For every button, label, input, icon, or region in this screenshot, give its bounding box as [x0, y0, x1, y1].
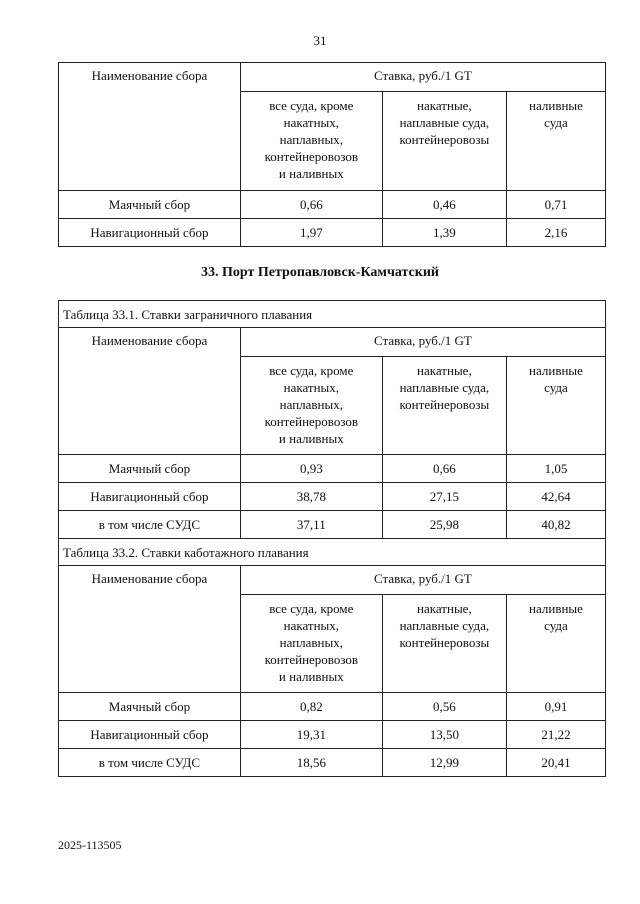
rate-cell: 1,05 — [506, 455, 605, 483]
rate-cell: 21,22 — [506, 721, 605, 749]
table-row — [59, 483, 606, 511]
subheader-general-ships: все суда, кроме накатных, наплавных, контейнеровозов и наливных — [240, 595, 382, 693]
rate-cell: 0,91 — [506, 693, 605, 721]
rate-cell: 19,31 — [240, 721, 382, 749]
subheader-roro-ships: накатные, наплавные суда, контейнеровозы — [382, 92, 506, 191]
table-caption-coastal: Таблица 33.2. Ставки каботажного плавания — [59, 539, 606, 566]
rate-cell: 12,99 — [382, 749, 506, 777]
rate-cell: 20,41 — [506, 749, 605, 777]
subheader-tanker-ships: наливные суда — [506, 92, 605, 191]
column-header-fee-name: Наименование сбора — [59, 328, 241, 455]
rate-cell: 2,16 — [506, 219, 605, 247]
table-row — [59, 721, 606, 749]
table-row — [59, 219, 606, 247]
table-row — [59, 455, 606, 483]
rate-cell: 27,15 — [382, 483, 506, 511]
subheader-tanker-ships: наливные суда — [506, 595, 605, 693]
rate-cell: 18,56 — [240, 749, 382, 777]
section-title: 33. Порт Петропавловск-Камчатский — [201, 265, 439, 280]
rate-cell: 0,46 — [382, 191, 506, 219]
document-code: 2025-113505 — [58, 838, 122, 852]
rates-table-33 — [58, 300, 606, 777]
rate-cell: 0,66 — [382, 455, 506, 483]
fee-name-cell: Маячный сбор — [59, 191, 241, 219]
column-header-fee-name: Наименование сбора — [59, 566, 241, 693]
fee-name-cell: Маячный сбор — [59, 455, 241, 483]
subheader-tanker-ships: наливные суда — [506, 357, 605, 455]
table-caption-foreign: Таблица 33.1. Ставки заграничного плавания — [59, 301, 606, 328]
rate-cell: 0,82 — [240, 693, 382, 721]
rate-cell: 1,39 — [382, 219, 506, 247]
column-header-rate: Ставка, руб./1 GT — [240, 328, 605, 357]
fee-name-cell: Маячный сбор — [59, 693, 241, 721]
rate-cell: 40,82 — [506, 511, 605, 539]
fee-name-cell: в том числе СУДС — [59, 511, 241, 539]
subheader-general-ships: все суда, кроме накатных, наплавных, контейнеровозов и наливных — [240, 357, 382, 455]
page-number: 31 — [313, 33, 327, 48]
rate-cell: 38,78 — [240, 483, 382, 511]
table-row — [59, 749, 606, 777]
rate-cell: 0,66 — [240, 191, 382, 219]
fee-name-cell: Навигационный сбор — [59, 721, 241, 749]
column-header-rate: Ставка, руб./1 GT — [240, 63, 605, 92]
rate-cell: 42,64 — [506, 483, 605, 511]
fee-name-cell: Навигационный сбор — [59, 219, 241, 247]
subheader-general-ships: все суда, кроме накатных, наплавных, контейнеровозов и наливных — [240, 92, 382, 191]
rate-cell: 13,50 — [382, 721, 506, 749]
subheader-roro-ships: накатные, наплавные суда, контейнеровозы — [382, 357, 506, 455]
rates-table-continued — [58, 62, 606, 247]
fee-name-cell: в том числе СУДС — [59, 749, 241, 777]
column-header-rate: Ставка, руб./1 GT — [240, 566, 605, 595]
table-row — [59, 693, 606, 721]
rate-cell: 0,93 — [240, 455, 382, 483]
rate-cell: 0,71 — [506, 191, 605, 219]
table-row — [59, 511, 606, 539]
table-row — [59, 191, 606, 219]
rate-cell: 0,56 — [382, 693, 506, 721]
column-header-fee-name: Наименование сбора — [59, 63, 241, 191]
rate-cell: 37,11 — [240, 511, 382, 539]
rate-cell: 25,98 — [382, 511, 506, 539]
rate-cell: 1,97 — [240, 219, 382, 247]
fee-name-cell: Навигационный сбор — [59, 483, 241, 511]
subheader-roro-ships: накатные, наплавные суда, контейнеровозы — [382, 595, 506, 693]
